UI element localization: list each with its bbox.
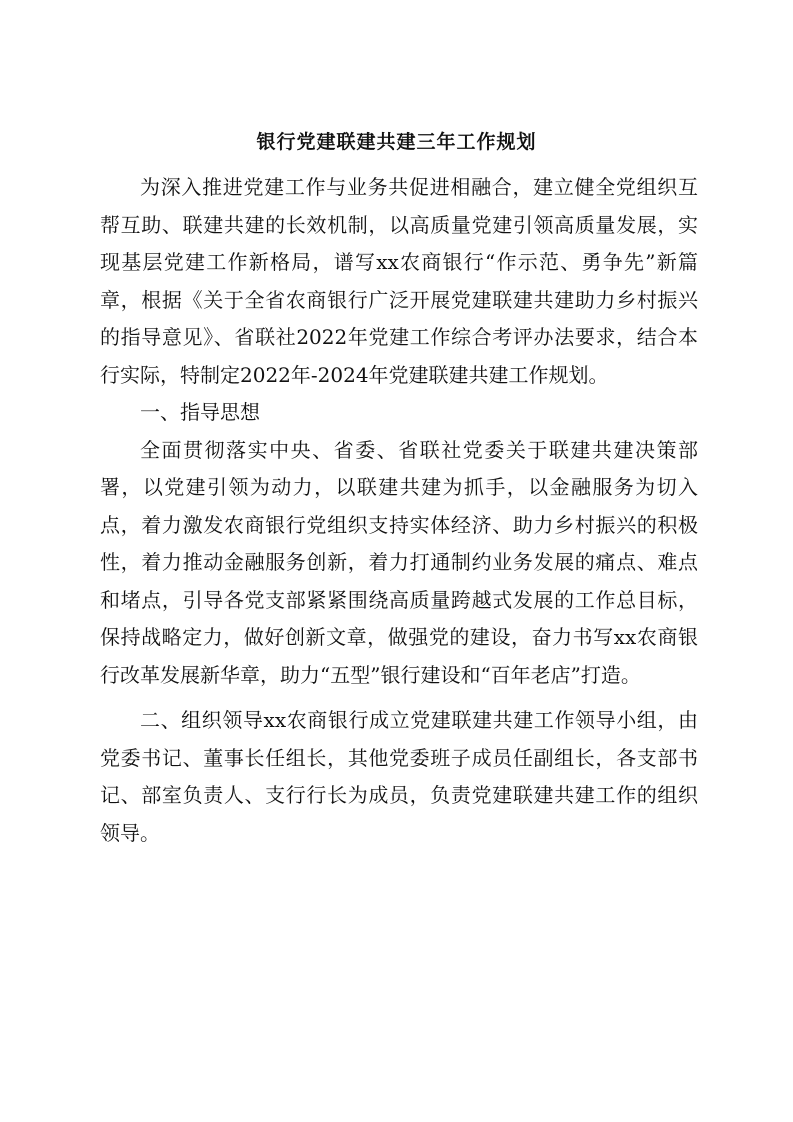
paragraph-spacer [100, 694, 698, 702]
guiding-thought-paragraph: 全面贯彻落实中央、省委、省联社党委关于联建共建决策部署，以党建引领为动力，以联建共建为抓手，以金融服务为切入点，着力激发农商银行党组织支持实体经济、助力乡村振兴的积极性，着力推动金融服务创新，着力打通制约业务发展的痛点、难点和堵点，引导各党支部紧紧围绕高质量跨越式发展的工作总目标，保持战略定力，做好创新文章，做强党的建设，奋力书写xx农商银行改革发展新华章，助力“五型”银行建设和“百年老店”打造。 [100, 437, 698, 687]
section-heading-guiding-thought: 一、指导思想 [140, 400, 260, 424]
document-title: 银行党建联建共建三年工作规划 [256, 131, 537, 153]
document-body [100, 169, 698, 852]
organization-leadership-paragraph: 二、组织领导xx农商银行成立党建联建共建工作领导小组，由党委书记、董事长任组长，其他党委班子成员任副组长，各支部书记、部室负责人、支行行长为成员，负责党建联建共建工作的组织领导。 [100, 708, 698, 845]
intro-paragraph: 为深入推进党建工作与业务共促进相融合，建立健全党组织互帮互助、联建共建的长效机制，以高质量党建引领高质量发展，实现基层党建工作新格局，谱写xx农商银行“作示范、勇争先”新篇章，根据《关于全省农商银行广泛开展党建联建共建助力乡村振兴的指导意见》、省联社2022年党建工作综合考评办法要求，结合本行实际，特制定2022年-2024年党建联建共建工作规划。 [100, 175, 698, 387]
